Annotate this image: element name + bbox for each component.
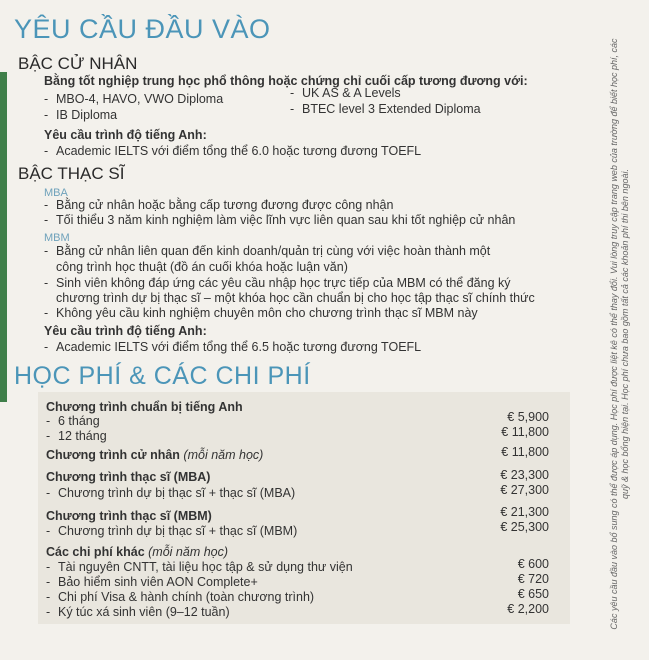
entry-requirements-title: YÊU CẦU ĐẦU VÀO [14,14,271,44]
mbm-item-2: - Sinh viên không đáp ứng các yêu cầu nhập học trực tiếp của MBM có thể đăng ký [44,276,511,290]
mbm-item-1-cont: công trình học thuật (đồ án cuối khóa hoặc luận văn) [56,260,348,274]
mba-prep-fee-value: € 27,300 [500,483,549,497]
mbm-label: MBM [44,232,70,244]
other-fee-item: - Chi phí Visa & hành chính (toàn chương trình) [46,590,315,604]
bachelor-fee-value: € 11,800 [501,445,549,459]
english-prep-6m: - 6 tháng [46,414,100,428]
mbm-fee-title: Chương trình thạc sĩ (MBM) [46,509,212,523]
other-fee-item: - Bảo hiểm sinh viên AON Complete+ [46,575,258,589]
bachelor-req-title: Bằng tốt nghiệp trung học phổ thông hoặc chứng chỉ cuối cấp tương đương với: [44,74,528,88]
other-fee-value: € 2,200 [507,602,549,616]
mbm-item-2-cont: chương trình dự bị thạc sĩ – một khóa học cần chuẩn bị cho học tập thạc sĩ chính thức [56,291,535,305]
mbm-prep-fee: - Chương trình dự bị thạc sĩ + thạc sĩ (MBM) [46,524,298,538]
mbm-item-1: - Bằng cử nhân liên quan đến kinh doanh/quản trị cùng với việc hoàn thành một [44,244,491,258]
other-fee-value: € 720 [517,572,549,586]
mba-prep-fee: - Chương trình dự bị thạc sĩ + thạc sĩ (MBA) [46,486,296,500]
mba-item-2: - Tối thiểu 3 năm kinh nghiệm làm việc lĩnh vực liên quan sau khi tốt nghiệp cử nhân [44,213,516,227]
mba-fee-title: Chương trình thạc sĩ (MBA) [46,470,211,484]
other-fee-value: € 650 [517,587,549,601]
bachelor-item-2: - IB Diploma [44,108,118,122]
bachelor-item-4: - BTEC level 3 Extended Diploma [290,102,481,116]
other-fee-value: € 600 [517,557,549,571]
english-prep-6m-value: € 5,900 [507,410,549,424]
master-english-item: - Academic IELTS với điểm tổng thể 6.5 hoặc tương đương TOEFL [44,340,422,354]
other-fee-item: - Ký túc xá sinh viên (9–12 tuần) [46,605,230,619]
side-note [598,34,642,634]
english-prep-title: Chương trình chuẩn bị tiếng Anh [46,400,243,414]
bachelor-english-title: Yêu cầu trình độ tiếng Anh: [44,128,207,142]
mbm-prep-fee-value: € 25,300 [500,520,549,534]
english-prep-12m: - 12 tháng [46,429,107,443]
mbm-item-3: - Không yêu cầu kinh nghiệm chuyên môn cho chương trình thạc sĩ MBM này [44,306,478,320]
english-prep-12m-value: € 11,800 [501,425,549,439]
mba-item-1: - Bằng cử nhân hoặc bằng cấp tương đương được công nhận [44,198,394,212]
fees-title: HỌC PHÍ & CÁC CHI PHÍ [14,362,311,390]
side-note-text: Các yêu cầu đầu vào bổ sung có thể được áp dụng. Học phí được liệt kê có thể thay đổi. Vui lòng truy cập trang web của trường để biết học phí, các quỹ & học bổng hiện tại. Học phí chưa bao gồm tất cả các khoản phí thi bên ngoài. [609,38,630,630]
mbm-fee-value: € 21,300 [500,505,549,519]
bachelor-heading: BẬC CỬ NHÂN [18,54,138,73]
master-english-title: Yêu cầu trình độ tiếng Anh: [44,324,207,338]
mba-fee-value: € 23,300 [500,468,549,482]
bachelor-fee-title: Chương trình cử nhân (mỗi năm học) [46,448,264,462]
bachelor-english-item: - Academic IELTS với điểm tổng thể 6.0 hoặc tương đương TOEFL [44,144,422,158]
bachelor-item-3: - UK AS & A Levels [290,86,401,100]
other-fee-item: - Tài nguyên CNTT, tài liệu học tập & sử dụng thư viện [46,560,353,574]
master-heading: BẬC THẠC SĨ [18,164,125,183]
bachelor-item-1: - MBO-4, HAVO, VWO Diploma [44,92,224,106]
left-edge-band [0,72,7,402]
mba-label: MBA [44,187,68,199]
other-fees-title: Các chi phí khác (mỗi năm học) [46,545,229,559]
fees-table [38,392,570,624]
